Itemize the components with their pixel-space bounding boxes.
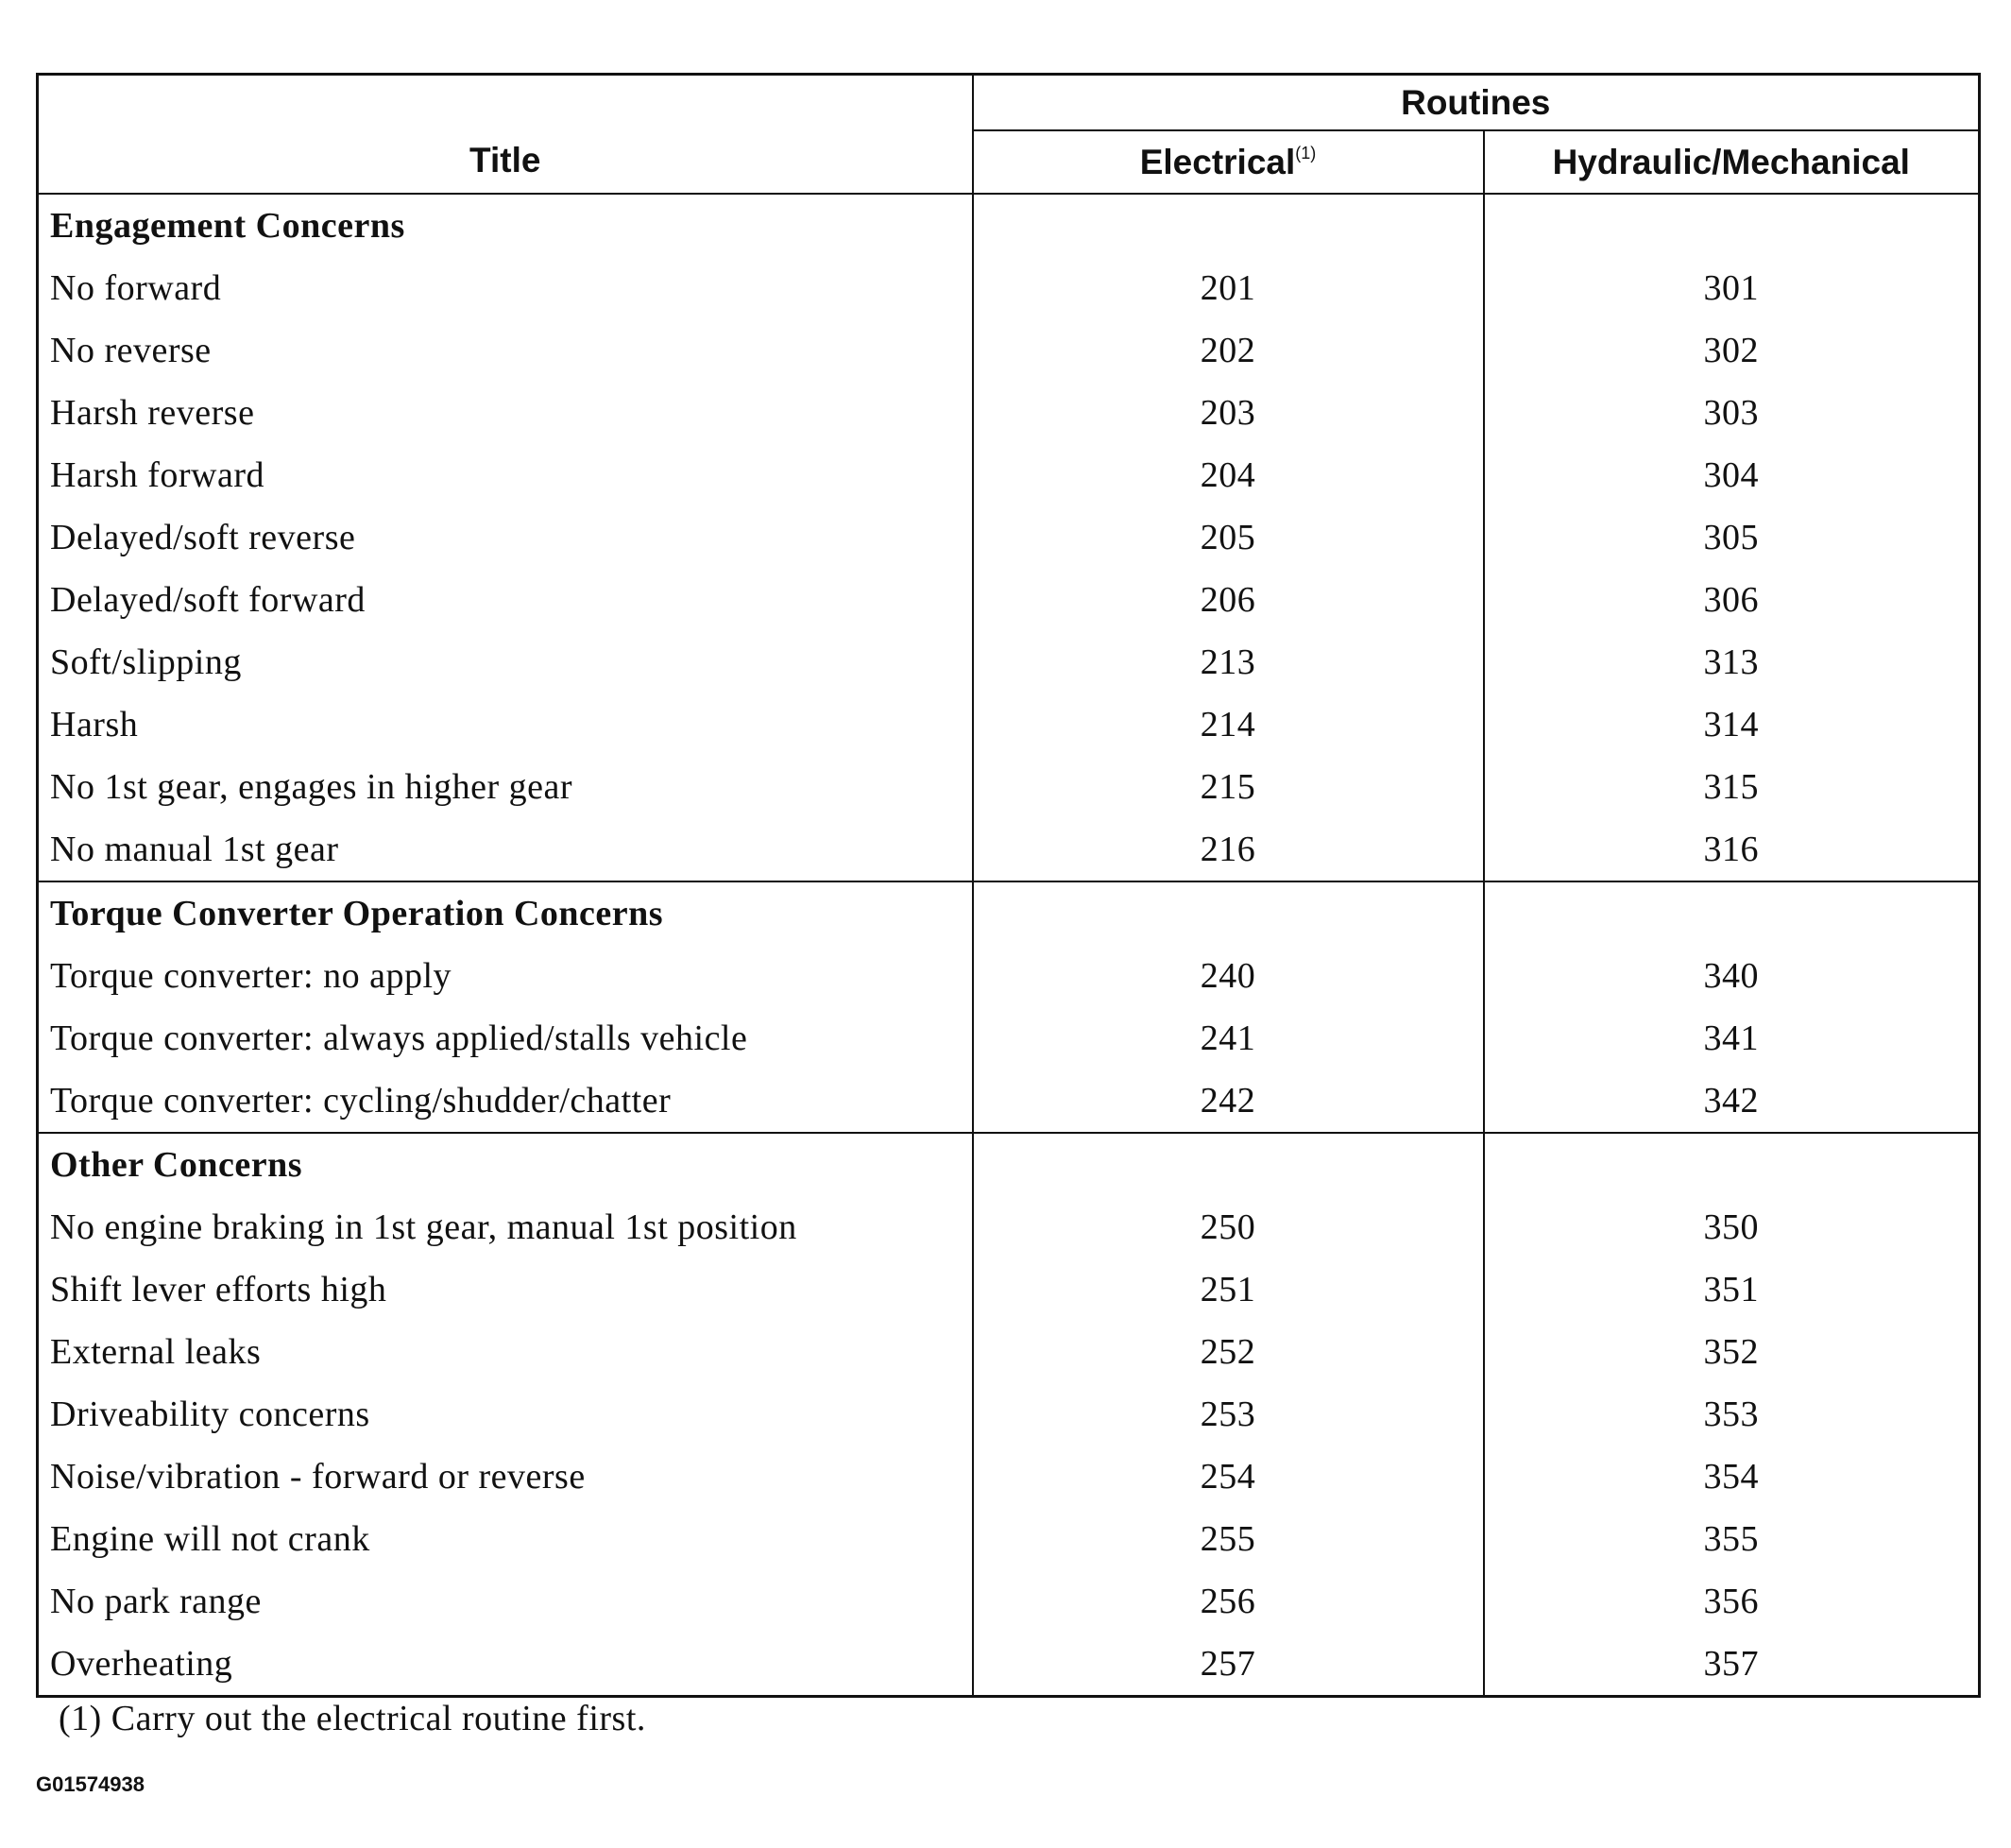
footnote-marker: (1)	[1295, 143, 1317, 163]
hydraulic-cell: 350	[1484, 1196, 1980, 1258]
hydraulic-cell	[1484, 881, 1980, 945]
electrical-cell: 203	[973, 382, 1484, 444]
title-cell: Harsh forward	[38, 444, 973, 506]
section-heading: Engagement Concerns	[38, 194, 973, 257]
hydraulic-cell: 341	[1484, 1007, 1980, 1069]
hydraulic-cell: 301	[1484, 257, 1980, 319]
title-cell: External leaks	[38, 1321, 973, 1383]
title-cell: Engine will not crank	[38, 1508, 973, 1570]
title-cell: No 1st gear, engages in higher gear	[38, 756, 973, 818]
hydraulic-cell: 315	[1484, 756, 1980, 818]
hydraulic-cell: 342	[1484, 1069, 1980, 1133]
table-row	[38, 818, 1980, 881]
table-header	[38, 75, 1980, 195]
title-cell: No forward	[38, 257, 973, 319]
hydraulic-cell: 314	[1484, 693, 1980, 756]
title-cell: Noise/vibration - forward or reverse	[38, 1446, 973, 1508]
hydraulic-cell: 302	[1484, 319, 1980, 382]
table-row	[38, 693, 1980, 756]
hydraulic-cell: 304	[1484, 444, 1980, 506]
electrical-cell: 213	[973, 631, 1484, 693]
hydraulic-cell: 316	[1484, 818, 1980, 881]
hydraulic-cell: 357	[1484, 1633, 1980, 1697]
hydraulic-cell: 356	[1484, 1570, 1980, 1633]
hydraulic-cell: 305	[1484, 506, 1980, 569]
table-row	[38, 1258, 1980, 1321]
electrical-cell: 253	[973, 1383, 1484, 1446]
title-cell: Shift lever efforts high	[38, 1258, 973, 1321]
table-row	[38, 1196, 1980, 1258]
hydraulic-cell: 352	[1484, 1321, 1980, 1383]
electrical-cell: 206	[973, 569, 1484, 631]
title-cell: Soft/slipping	[38, 631, 973, 693]
electrical-cell: 250	[973, 1196, 1484, 1258]
hydraulic-cell: 303	[1484, 382, 1980, 444]
table-row	[38, 506, 1980, 569]
table-row	[38, 444, 1980, 506]
title-cell: Harsh	[38, 693, 973, 756]
title-cell: No reverse	[38, 319, 973, 382]
electrical-cell: 242	[973, 1069, 1484, 1133]
hydraulic-cell: 340	[1484, 945, 1980, 1007]
electrical-cell: 255	[973, 1508, 1484, 1570]
hydraulic-cell: 354	[1484, 1446, 1980, 1508]
section-heading: Torque Converter Operation Concerns	[38, 881, 973, 945]
title-cell: Delayed/soft reverse	[38, 506, 973, 569]
table-row	[38, 257, 1980, 319]
title-cell: Delayed/soft forward	[38, 569, 973, 631]
hydraulic-column-header: Hydraulic/Mechanical	[1484, 130, 1980, 194]
electrical-cell: 201	[973, 257, 1484, 319]
electrical-cell: 205	[973, 506, 1484, 569]
electrical-cell: 216	[973, 818, 1484, 881]
electrical-cell: 215	[973, 756, 1484, 818]
hydraulic-cell	[1484, 194, 1980, 257]
electrical-cell: 256	[973, 1570, 1484, 1633]
table-row	[38, 1007, 1980, 1069]
table-row	[38, 569, 1980, 631]
table-row	[38, 1633, 1980, 1697]
electrical-cell: 202	[973, 319, 1484, 382]
title-cell: Overheating	[38, 1633, 973, 1697]
electrical-header-label: Electrical	[1139, 142, 1296, 181]
electrical-column-header	[973, 130, 1484, 194]
electrical-cell: 254	[973, 1446, 1484, 1508]
electrical-cell	[973, 1133, 1484, 1196]
table-row	[38, 756, 1980, 818]
title-cell: Harsh reverse	[38, 382, 973, 444]
table-row	[38, 319, 1980, 382]
footnote: (1) Carry out the electrical routine first.	[59, 1699, 646, 1738]
section-heading-row	[38, 1133, 1980, 1196]
table-row	[38, 1321, 1980, 1383]
hydraulic-cell: 353	[1484, 1383, 1980, 1446]
hydraulic-cell: 306	[1484, 569, 1980, 631]
title-cell: No manual 1st gear	[38, 818, 973, 881]
section-heading: Other Concerns	[38, 1133, 973, 1196]
table-row	[38, 1383, 1980, 1446]
routines-table	[36, 73, 1981, 1698]
table-row	[38, 631, 1980, 693]
table-body	[38, 194, 1980, 1697]
title-cell: No engine braking in 1st gear, manual 1st position	[38, 1196, 973, 1258]
electrical-cell: 241	[973, 1007, 1484, 1069]
section-heading-row	[38, 194, 1980, 257]
table-row	[38, 1069, 1980, 1133]
electrical-cell: 204	[973, 444, 1484, 506]
section-heading-row	[38, 881, 1980, 945]
electrical-cell	[973, 194, 1484, 257]
electrical-cell	[973, 881, 1484, 945]
title-cell: Torque converter: cycling/shudder/chatter	[38, 1069, 973, 1133]
electrical-cell: 252	[973, 1321, 1484, 1383]
table-row	[38, 945, 1980, 1007]
electrical-cell: 251	[973, 1258, 1484, 1321]
electrical-cell: 257	[973, 1633, 1484, 1697]
hydraulic-cell: 313	[1484, 631, 1980, 693]
table-row	[38, 1570, 1980, 1633]
table-row	[38, 382, 1980, 444]
table-row	[38, 1446, 1980, 1508]
title-cell: Torque converter: always applied/stalls vehicle	[38, 1007, 973, 1069]
electrical-cell: 240	[973, 945, 1484, 1007]
hydraulic-cell: 355	[1484, 1508, 1980, 1570]
table-row	[38, 1508, 1980, 1570]
figure-id: G01574938	[36, 1772, 145, 1796]
title-cell: No park range	[38, 1570, 973, 1633]
hydraulic-cell: 351	[1484, 1258, 1980, 1321]
title-column-header: Title	[38, 75, 973, 195]
hydraulic-cell	[1484, 1133, 1980, 1196]
routines-group-header: Routines	[973, 75, 1980, 131]
electrical-cell: 214	[973, 693, 1484, 756]
title-cell: Driveability concerns	[38, 1383, 973, 1446]
title-cell: Torque converter: no apply	[38, 945, 973, 1007]
